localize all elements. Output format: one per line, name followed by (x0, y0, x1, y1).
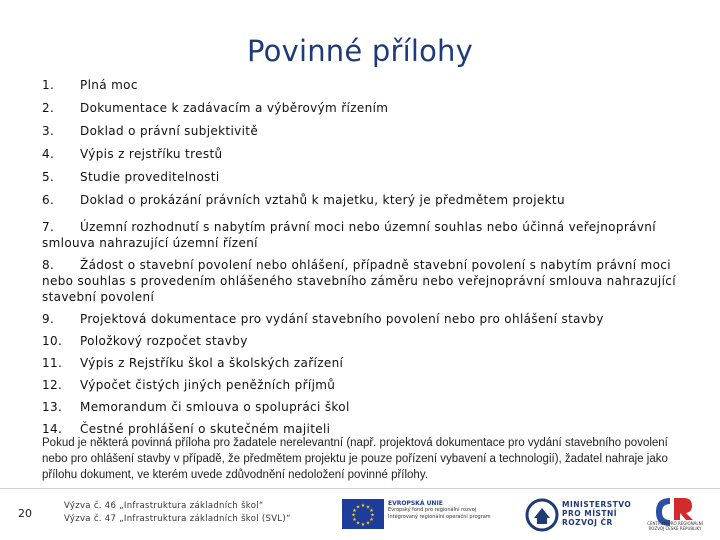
svg-text:★: ★ (355, 520, 361, 527)
list-item (42, 257, 682, 312)
item-number: 9. (42, 312, 55, 326)
list-item (42, 101, 682, 124)
list-item (42, 334, 682, 356)
svg-text:★: ★ (369, 508, 374, 514)
svg-text:★: ★ (369, 517, 374, 523)
item-text: Čestné prohlášení o skutečném majiteli (80, 422, 331, 436)
svg-text:★: ★ (365, 520, 371, 527)
svg-text:★: ★ (352, 517, 357, 523)
call-line-1: Výzva č. 46 „Infrastruktura základních škol“ (64, 501, 264, 511)
page-number: 20 (18, 507, 32, 520)
svg-text:★: ★ (352, 508, 357, 514)
item-text: Studie proveditelnosti (80, 170, 220, 184)
item-text: Žádost o stavební povolení nebo ohlášení, případně stavební povolení s nabytím právní moci nebo souhlas s provedením ohlášeného stavebního záměru nebo veřejnoprávní smlouva nahrazující stavební povolení (42, 258, 676, 304)
item-number: 14. (42, 422, 63, 436)
item-text: Územní rozhodnutí s nabytím právní moci nebo územní souhlas nebo účinná veřejnoprávní smlouva nahrazující územní řízení (42, 220, 656, 250)
item-text: Dokumentace k zadávacím a výběrovým řízením (80, 101, 389, 115)
list-item (42, 378, 682, 400)
list-item (42, 219, 682, 257)
item-text: Plná moc (80, 78, 138, 92)
item-number: 1. (42, 78, 55, 92)
item-number: 5. (42, 170, 55, 184)
list-item (42, 124, 682, 147)
svg-text:★: ★ (351, 512, 356, 519)
item-number: 7. (42, 220, 55, 234)
item-text: Položkový rozpočet stavby (80, 334, 248, 348)
item-number: 8. (42, 258, 55, 272)
svg-text:★: ★ (365, 504, 371, 511)
item-number: 4. (42, 147, 55, 161)
svg-text:★: ★ (360, 503, 366, 509)
note-paragraph: Pokud je některá povinná příloha pro žadatele nerelevantní (např. projektová dokumentace pro vydání stavebního povolení nebo pro ohlášení stavby v případě, že předmětem projektu je pouze pořízení vybavení a technologií), žadatel nahraje jako přílohu dokument, ve kterém uvede zdůvodnění nedoložení povinné přílohy. (42, 437, 668, 481)
footer-divider (0, 488, 720, 489)
item-number: 10. (42, 334, 63, 348)
item-text: Výpis z rejstříku trestů (80, 147, 223, 161)
item-number: 11. (42, 356, 63, 370)
item-number: 6. (42, 193, 55, 207)
item-text: Doklad o právní subjektivitě (80, 124, 259, 138)
item-number: 12. (42, 378, 63, 392)
item-number: 2. (42, 101, 55, 115)
list-item (42, 356, 682, 378)
list-item (42, 147, 682, 170)
svg-text:★: ★ (370, 512, 375, 519)
item-text: Výpis z Rejstříku škol a školských zařízení (80, 356, 344, 370)
item-text: Memorandum či smlouva o spolupráci škol (80, 400, 350, 414)
page-title: Povinné přílohy (247, 34, 473, 68)
item-text: Doklad o prokázání právních vztahů k majetku, který je předmětem projektu (80, 193, 565, 207)
svg-text:★: ★ (355, 504, 361, 511)
crr-text: CENTRUM PRO REGIONÁLNÍ ROZVOJ ČESKÉ REPUBLIKY (647, 521, 703, 531)
ministry-logo-icon (525, 498, 559, 532)
list-item (42, 312, 682, 334)
list-item (42, 193, 682, 219)
item-number: 13. (42, 400, 63, 414)
list-item (42, 170, 682, 193)
eu-fund-text: EVROPSKÁ UNIE Evropský fond pro regionální rozvoj Integrovaný regionální operační program (388, 500, 491, 520)
eu-flag-icon (342, 499, 384, 529)
call-line-2: Výzva č. 47 „Infrastruktura základních škol (SVL)“ (64, 514, 291, 524)
item-text: Projektová dokumentace pro vydání stavebního povolení nebo pro ohlášení stavby (80, 312, 604, 326)
item-number: 3. (42, 124, 55, 138)
list-item (42, 400, 682, 422)
item-text: Výpočet čistých jiných peněžních příjmů (80, 378, 336, 392)
footer-call-info (64, 500, 291, 526)
ministry-text: MINISTERSTVO PRO MÍSTNÍ ROZVOJ ČR (562, 500, 632, 527)
svg-text:★: ★ (360, 522, 366, 528)
list-item (42, 78, 682, 101)
attachments-list (42, 78, 682, 440)
